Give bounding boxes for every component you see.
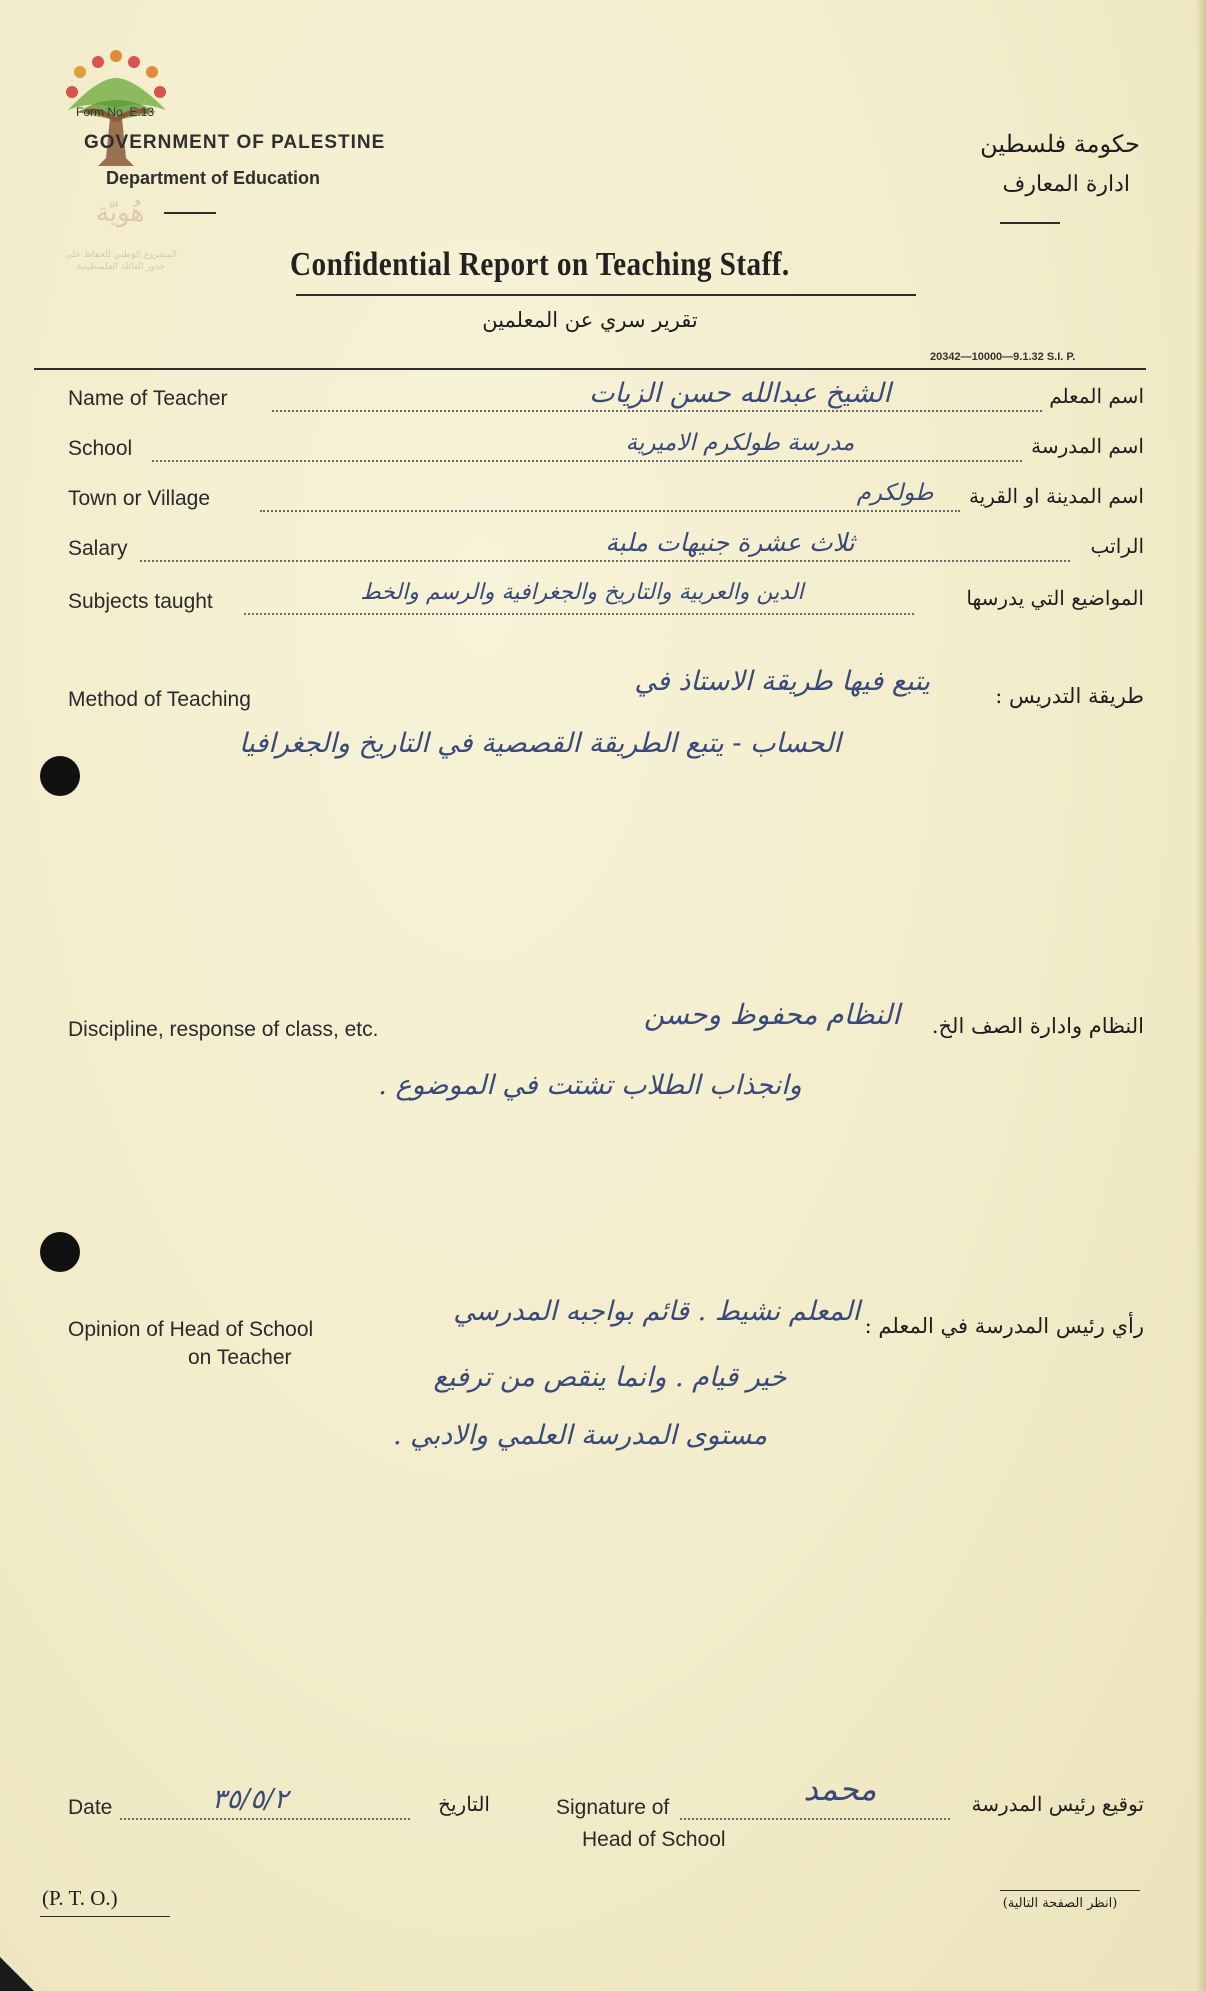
salary-value: ثلاث عشرة جنيهات ملبة xyxy=(605,528,855,557)
date-label-ar: التاريخ xyxy=(438,1792,490,1816)
pto-en-underline xyxy=(40,1916,170,1917)
opinion-text-line-1: المعلم نشيط . قائم بواجبه المدرسي xyxy=(453,1296,860,1327)
pto-ar: (انظر الصفحة التالية) xyxy=(1002,1896,1118,1911)
method-label-ar: طريقة التدريس : xyxy=(995,684,1144,708)
signature-label-en-2: Head of School xyxy=(582,1828,726,1851)
watermark-title: هُويّة xyxy=(96,198,145,228)
opinion-text-line-2: خير قيام . وانما ينقص من ترفيع xyxy=(433,1362,787,1393)
opinion-label-en: Opinion of Head of School xyxy=(68,1318,314,1341)
torn-corner xyxy=(0,1957,34,1991)
form-number: Form No. E.13 xyxy=(76,105,155,119)
binder-hole-top xyxy=(40,756,80,796)
department-title-ar: ادارة المعارف xyxy=(1002,172,1130,197)
teacher-name-label-ar: اسم المعلم xyxy=(1049,384,1144,408)
discipline-text-line-2: وانجذاب الطلاب تشتت في الموضوع . xyxy=(378,1070,802,1101)
title-underline xyxy=(296,294,916,296)
method-text-line-2: الحساب - يتبع الطريقة القصصية في التاريخ والجغرافيا xyxy=(239,728,841,759)
signature-label-en: Signature of xyxy=(556,1796,670,1819)
teacher-name-label-en: Name of Teacher xyxy=(68,387,228,410)
town-label-en: Town or Village xyxy=(68,487,211,510)
opinion-text-line-3: مستوى المدرسة العلمي والادبي . xyxy=(392,1420,768,1451)
subjects-value: الدين والعربية والتاريخ والجغرافية والرسم والخط xyxy=(360,580,804,605)
header-left-rule xyxy=(164,212,216,214)
report-title-ar: تقرير سري عن المعلمين xyxy=(482,308,698,332)
town-label-ar: اسم المدينة او القرية xyxy=(968,484,1144,508)
signature-dotted-line xyxy=(680,1818,950,1820)
signature-label-ar: توقيع رئيس المدرسة xyxy=(971,1792,1144,1816)
salary-label-ar: الراتب xyxy=(1090,534,1144,558)
report-title-en: Confidential Report on Teaching Staff. xyxy=(290,246,790,283)
page-edge-shadow xyxy=(1196,0,1206,1991)
town-dotted-line xyxy=(260,510,960,512)
department-title-en: Department of Education xyxy=(106,168,321,188)
date-value: ٣٥/٥/٢ xyxy=(211,1784,289,1815)
print-code: 20342—10000—9.1.32 S.I. P. xyxy=(930,351,1076,363)
government-title-en: GOVERNMENT OF PALESTINE xyxy=(84,132,386,153)
watermark-subtitle-1: المشروع الوطني للحفاظ على xyxy=(64,250,177,260)
binder-hole-bottom xyxy=(40,1232,80,1272)
school-value: مدرسة طولكرم الاميرية xyxy=(625,430,855,456)
header-right-rule xyxy=(1000,222,1060,224)
school-dotted-line xyxy=(152,460,1022,462)
school-label-en: School xyxy=(68,437,133,460)
date-label-en: Date xyxy=(68,1796,113,1819)
salary-label-en: Salary xyxy=(68,537,128,560)
town-value: طولكرم xyxy=(856,480,934,506)
pto-en: (P. T. O.) xyxy=(42,1886,118,1910)
subjects-label-en: Subjects taught xyxy=(68,590,213,613)
teacher-name-value: الشيخ عبدالله حسن الزيات xyxy=(589,378,891,409)
discipline-label-ar: النظام وادارة الصف الخ. xyxy=(931,1014,1144,1038)
discipline-label-en: Discipline, response of class, etc. xyxy=(68,1018,379,1041)
opinion-label-ar: رأي رئيس المدرسة في المعلم : xyxy=(864,1314,1144,1338)
discipline-text-line-1: النظام محفوظ وحسن xyxy=(643,998,900,1031)
subjects-dotted-line xyxy=(244,613,914,615)
method-text-line-1: يتبع فيها طريقة الاستاذ في xyxy=(634,666,930,697)
government-title-ar: حكومة فلسطين xyxy=(980,130,1140,158)
opinion-label-en-2: on Teacher xyxy=(188,1346,292,1369)
watermark-subtitle-2: جذور العائلة الفلسطينية xyxy=(76,262,166,272)
signature-value: محمد xyxy=(803,1770,877,1808)
date-dotted-line xyxy=(120,1818,410,1820)
method-label-en: Method of Teaching xyxy=(68,688,251,711)
pto-ar-overline xyxy=(1000,1890,1140,1891)
school-label-ar: اسم المدرسة xyxy=(1031,434,1144,458)
subjects-label-ar: المواضيع التي يدرسها xyxy=(966,586,1144,610)
header-separator xyxy=(34,368,1146,370)
salary-dotted-line xyxy=(140,560,1070,562)
teacher-name-dotted-line xyxy=(272,410,1042,412)
